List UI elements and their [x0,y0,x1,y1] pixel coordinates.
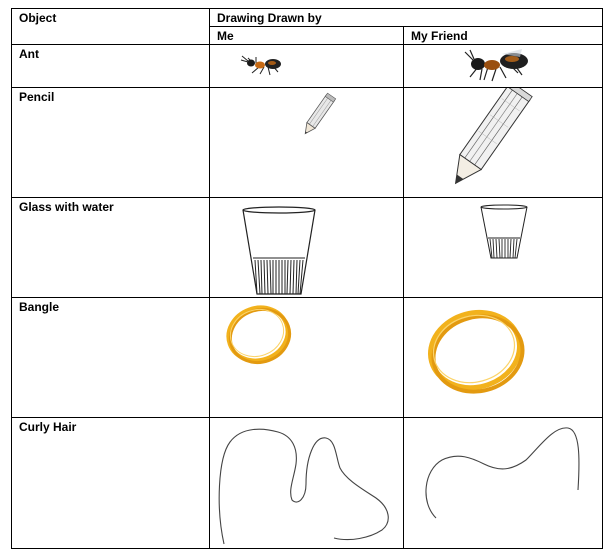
pencil-drawing-large [404,88,603,198]
curly-hair-drawing-small [404,418,603,549]
friend-drawing-cell [404,88,603,198]
table-row [12,45,603,88]
table-row [12,198,603,298]
row-object-label: Curly Hair [19,420,77,434]
header-object: Object [19,11,57,25]
row-object-label: Bangle [19,300,60,314]
me-drawing-cell [210,418,404,549]
header-me: Me [217,29,234,43]
me-drawing-cell [210,298,404,418]
friend-drawing-cell [404,418,603,549]
row-object-label: Glass with water [19,200,114,214]
me-drawing-cell [210,198,404,298]
table-row [12,298,603,418]
friend-drawing-cell [404,298,603,418]
friend-drawing-cell [404,45,603,88]
ant-drawing-large [404,45,603,88]
header-me-cell [210,27,404,45]
me-drawing-cell [210,45,404,88]
row-object-label: Ant [19,47,39,61]
glass-drawing-large [210,198,404,298]
curly-hair-drawing-large [210,418,404,549]
header-friend-cell [404,27,603,45]
friend-drawing-cell [404,198,603,298]
row-object-label: Pencil [19,90,55,104]
glass-drawing-small [404,198,603,298]
table-row [12,88,603,198]
bangle-drawing-small [210,298,404,418]
me-drawing-cell [210,88,404,198]
header-drawn-by-cell [210,9,603,27]
bangle-drawing-large [404,298,603,418]
header-object-cell [12,9,210,45]
drawing-comparison-table [11,8,603,549]
header-friend: My Friend [411,29,468,43]
table-row [12,418,603,549]
ant-drawing-small [210,45,404,88]
header-drawn-by: Drawing Drawn by [217,11,322,25]
pencil-drawing-small [210,88,404,198]
